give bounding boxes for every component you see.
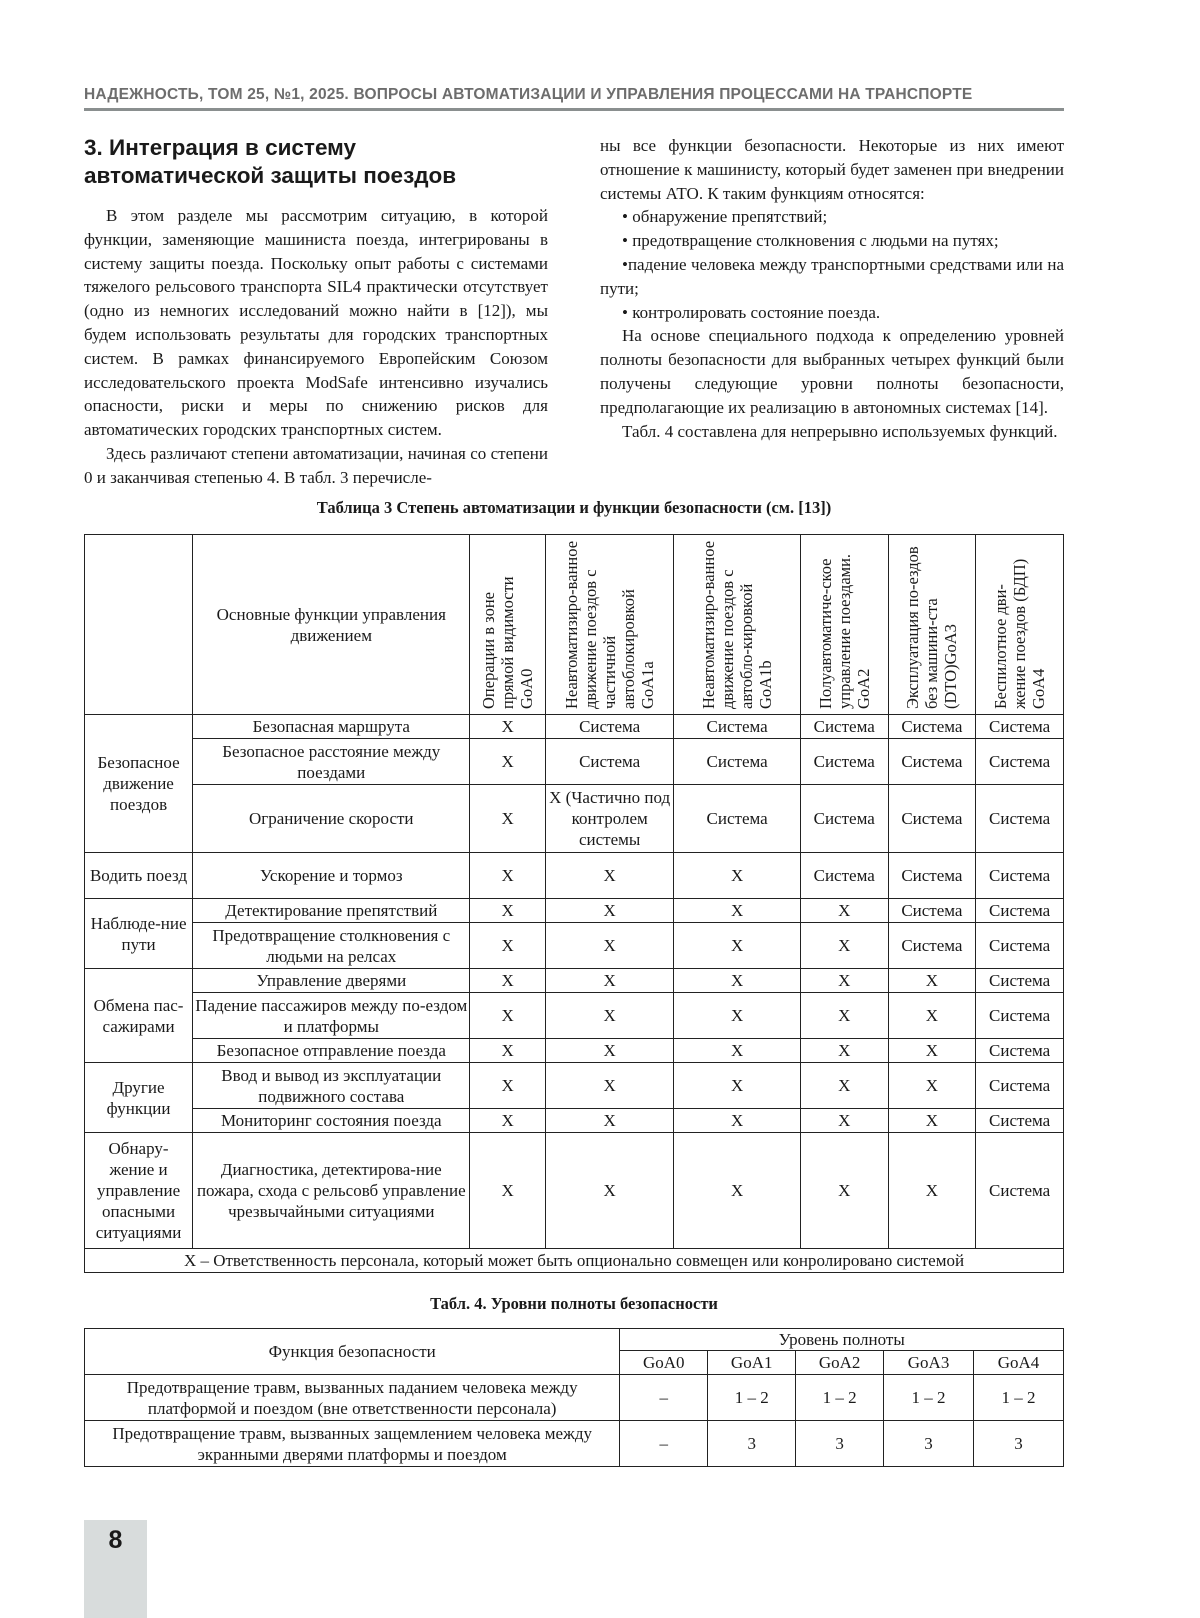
table4-func-cell: Предотвращение травм, вызванных защемлением человека между экранными дверями платформы и поездом: [85, 1421, 620, 1467]
table4-cell: 3: [708, 1421, 796, 1467]
bullet-item: • обнаружение препятствий;: [622, 207, 828, 227]
table3-group-cell: Другие функции: [85, 1063, 193, 1133]
table3: [84, 534, 1064, 1273]
table3-cell: Система: [888, 899, 976, 923]
table3-header-row: [85, 535, 1064, 715]
table4-goa-header: GoA4: [974, 1351, 1064, 1375]
table4-func-header: Функция безопасности: [85, 1329, 620, 1375]
table3-func-cell: Безопасная маршрута: [193, 715, 470, 739]
table3-cell: Система: [976, 785, 1064, 853]
paragraph: Здесь различают степени автоматизации, начиная со степени 0 и заканчивая степенью 4. В табл. 3 перечисле-: [84, 443, 548, 487]
table3-cell: X: [888, 1109, 976, 1133]
table3-cell: X: [888, 1133, 976, 1249]
table4-cell: 1 – 2: [796, 1375, 884, 1421]
table4-goa-header: GoA2: [796, 1351, 884, 1375]
table3-cell: X: [800, 1063, 888, 1109]
bullet-item: •падение человека между транспортными средствами или на пути;: [600, 254, 1064, 298]
table4-goa-header: GoA1: [708, 1351, 796, 1375]
table3-cell: X: [800, 969, 888, 993]
table3-cell: Система: [674, 785, 800, 853]
section-title-line2: автоматической защиты поездов: [84, 163, 457, 188]
table3-cell: Система: [976, 1039, 1064, 1063]
table-row: [85, 993, 1064, 1039]
table-row: [85, 1039, 1064, 1063]
table3-cell: X: [888, 969, 976, 993]
table3-cell: X: [800, 923, 888, 969]
table3-col-header: Полуавтоматиче-ское управление поездами. GoA2: [800, 535, 888, 715]
table-row: [85, 1375, 1064, 1421]
table-row: [85, 785, 1064, 853]
table3-cell: Система: [545, 715, 673, 739]
table4-cell: –: [620, 1375, 708, 1421]
table4-caption: Табл. 4. Уровни полноты безопасности: [430, 1294, 718, 1313]
section-title-line1: 3. Интеграция в систему: [84, 135, 357, 160]
table-row: [85, 739, 1064, 785]
table3-func-cell: Безопасное отправление поезда: [193, 1039, 470, 1063]
table3-cell: X: [674, 853, 800, 899]
table4-level-header: Уровень полноты: [620, 1329, 1064, 1351]
table3-cell: X: [674, 1133, 800, 1249]
table3-cell: X: [545, 969, 673, 993]
table4-header-row: [85, 1329, 1064, 1351]
table3-cell: X: [545, 1063, 673, 1109]
table4-goa-header: GoA0: [620, 1351, 708, 1375]
paragraph: В этом разделе мы рассмотрим ситуацию, в которой функции, заменяющие машиниста поезда, интегрированы в систему защиты поезда. Поскольку опыт работы с системами тяжелого рельсового транспорта SIL4 практически отсутствует (одно из немногих исследований можно найти в [12]), мы будем использовать результаты для городских транспортных систем. В рамках финансируемого Европейским Союзом исследовательского проекта ModSafe интенсивно изучались опасности, риски и меры по снижению рисков для автоматических городских транспортных систем.: [84, 206, 548, 440]
table-row: [85, 1421, 1064, 1467]
table3-group-cell: Наблюде-ние пути: [85, 899, 193, 969]
paragraph: На основе специального подхода к определению уровней полноты безопасности для выбранных четырех функций были получены следующие уровни полноты безопасности, предполагающие их реализацию в автономных системах [14].: [600, 326, 1064, 417]
table3-cell: Система: [976, 899, 1064, 923]
table3-cell: X: [545, 899, 673, 923]
table3-cell: X: [800, 899, 888, 923]
table3-col-header: Неавтоматизиро-ванное движение поездов с частичной автоблокировкой GoA1a: [545, 535, 673, 715]
table3-cell: X: [674, 1039, 800, 1063]
table3-cell: X: [470, 715, 545, 739]
table4-func-cell: Предотвращение травм, вызванных паданием человека между платформой и поездом (вне ответственности персонала): [85, 1375, 620, 1421]
table3-cell: Система: [800, 785, 888, 853]
table3-cell: Система: [888, 715, 976, 739]
table-row: [85, 853, 1064, 899]
table4-cell: 1 – 2: [884, 1375, 974, 1421]
table3-cell: X: [800, 1133, 888, 1249]
table-row: [85, 1133, 1064, 1249]
table3-col-header: Неавтоматизиро-ванное движение поездов с автобло-кировкой GoA1b: [674, 535, 800, 715]
table3-func-cell: Детектирование препятствий: [193, 899, 470, 923]
table4-goa-header: GoA3: [884, 1351, 974, 1375]
table3-cell: Система: [976, 715, 1064, 739]
paragraph: ны все функции безопасности. Некоторые из них имеют отношение к машинисту, который будет заменен при внедрении системы АТО. К таким функциям относятся:: [600, 136, 1064, 203]
table3-cell: Система: [888, 739, 976, 785]
table3-cell: X: [674, 1063, 800, 1109]
table4: [84, 1328, 1064, 1467]
table3-cell: X: [545, 993, 673, 1039]
table-row: [85, 923, 1064, 969]
table3-cell: Система: [545, 739, 673, 785]
table3-cell: X: [674, 923, 800, 969]
table3-func-cell: Предотвращение столкновения с людьми на релсах: [193, 923, 470, 969]
table3-cell: Система: [976, 993, 1064, 1039]
table3-cell: X: [470, 899, 545, 923]
table3-cell: X: [470, 1039, 545, 1063]
header-rule: [84, 108, 1064, 111]
page-number: 8: [108, 1526, 123, 1554]
left-column: [84, 204, 548, 490]
table3-cell: X: [470, 1133, 545, 1249]
table3-col-header: Эксплуатация по-ездов без машини-ста (DTO)GoA3: [888, 535, 976, 715]
table3-cell: Система: [976, 739, 1064, 785]
table3-func-cell: Диагностика, детектирова-ние пожара, схода с рельсовб управление чрезвычайными ситуациями: [193, 1133, 470, 1249]
table3-footnote-row: [85, 1249, 1064, 1273]
table3-footnote: X – Ответственность персонала, который может быть опционально совмещен или конролировано системой: [85, 1249, 1064, 1273]
table-row: [85, 899, 1064, 923]
table3-func-cell: Ускорение и тормоз: [193, 853, 470, 899]
table3-cell: X: [888, 1039, 976, 1063]
table3-cell: Система: [888, 923, 976, 969]
table3-group-cell: Обмена пас-сажирами: [85, 969, 193, 1063]
table4-cell: 3: [974, 1421, 1064, 1467]
table3-cell: X: [674, 993, 800, 1039]
right-column: [600, 134, 1064, 443]
table3-group-cell: Обнару-жение и управление опасными ситуациями: [85, 1133, 193, 1249]
table3-cell: Система: [976, 969, 1064, 993]
table3-func-cell: Ограничение скорости: [193, 785, 470, 853]
table3-cell: X: [470, 969, 545, 993]
table3-cell: X: [545, 923, 673, 969]
table3-cell: X: [888, 993, 976, 1039]
table3-cell: X: [800, 1039, 888, 1063]
table3-caption: Таблица 3 Степень автоматизации и функции безопасности (см. [13]): [316, 498, 832, 517]
table3-cell: X: [470, 853, 545, 899]
table3-cell: X: [800, 1109, 888, 1133]
table3-cell: X: [674, 899, 800, 923]
table3-group-cell: Безопасное движение поездов: [85, 715, 193, 853]
table3-func-cell: Безопасное расстояние между поездами: [193, 739, 470, 785]
table3-cell: X: [674, 969, 800, 993]
table3-cell: Система: [976, 1133, 1064, 1249]
table3-cell: X: [545, 1109, 673, 1133]
table3-cell: Система: [800, 853, 888, 899]
table3-cell: X: [470, 739, 545, 785]
table3-cell: X: [470, 993, 545, 1039]
table3-col-header: Беспилотное дви-жение поездов (БДП) GoA4: [976, 535, 1064, 715]
table3-cell: Система: [800, 715, 888, 739]
table3-cell: Система: [888, 853, 976, 899]
table3-func-cell: Ввод и вывод из эксплуатации подвижного состава: [193, 1063, 470, 1109]
table3-cell: X: [545, 1133, 673, 1249]
table3-cell: X: [545, 1039, 673, 1063]
table4-cell: 1 – 2: [974, 1375, 1064, 1421]
table3-cell: X: [470, 1109, 545, 1133]
table3-cell: X (Частично под контролем системы: [545, 785, 673, 853]
table3-cell: X: [470, 923, 545, 969]
table4-cell: 3: [884, 1421, 974, 1467]
table3-cell: X: [888, 1063, 976, 1109]
table3-group-cell: Водить поезд: [85, 853, 193, 899]
table3-cell: Система: [674, 739, 800, 785]
table3-func-cell: Управление дверями: [193, 969, 470, 993]
table3-cell: Система: [976, 923, 1064, 969]
table3-cell: X: [470, 1063, 545, 1109]
table3-cell: Система: [976, 1109, 1064, 1133]
table3-cell: X: [545, 853, 673, 899]
table3-cell: X: [800, 993, 888, 1039]
bullet-item: • контролировать состояние поезда.: [622, 302, 881, 322]
table3-main-header: Основные функции управления движением: [193, 535, 470, 715]
table3-col-header: Операции в зоне прямой видимости GoA0: [470, 535, 545, 715]
table3-cell: X: [470, 785, 545, 853]
table4-cell: 1 – 2: [708, 1375, 796, 1421]
table-row: [85, 1109, 1064, 1133]
table3-cell: X: [674, 1109, 800, 1133]
table3-func-cell: Падение пассажиров между по-ездом и платформы: [193, 993, 470, 1039]
table3-cell: Система: [976, 853, 1064, 899]
table3-corner-cell: [85, 535, 193, 715]
bullet-item: • предотвращение столкновения с людьми на путях;: [622, 231, 999, 251]
table3-func-cell: Мониторинг состояния поезда: [193, 1109, 470, 1133]
table-row: [85, 969, 1064, 993]
table3-cell: Система: [888, 785, 976, 853]
paragraph: Табл. 4 составлена для непрерывно используемых функций.: [622, 421, 1058, 441]
table3-cell: Система: [976, 1063, 1064, 1109]
table4-cell: 3: [796, 1421, 884, 1467]
running-header: НАДЕЖНОСТЬ, ТОМ 25, №1, 2025. ВОПРОСЫ АВТОМАТИЗАЦИИ И УПРАВЛЕНИЯ ПРОЦЕССАМИ НА ТРАНСПОРТЕ: [84, 86, 973, 103]
table-row: [85, 1063, 1064, 1109]
table-row: [85, 715, 1064, 739]
table3-cell: Система: [800, 739, 888, 785]
table4-cell: –: [620, 1421, 708, 1467]
section-title: [84, 134, 554, 190]
table3-cell: Система: [674, 715, 800, 739]
